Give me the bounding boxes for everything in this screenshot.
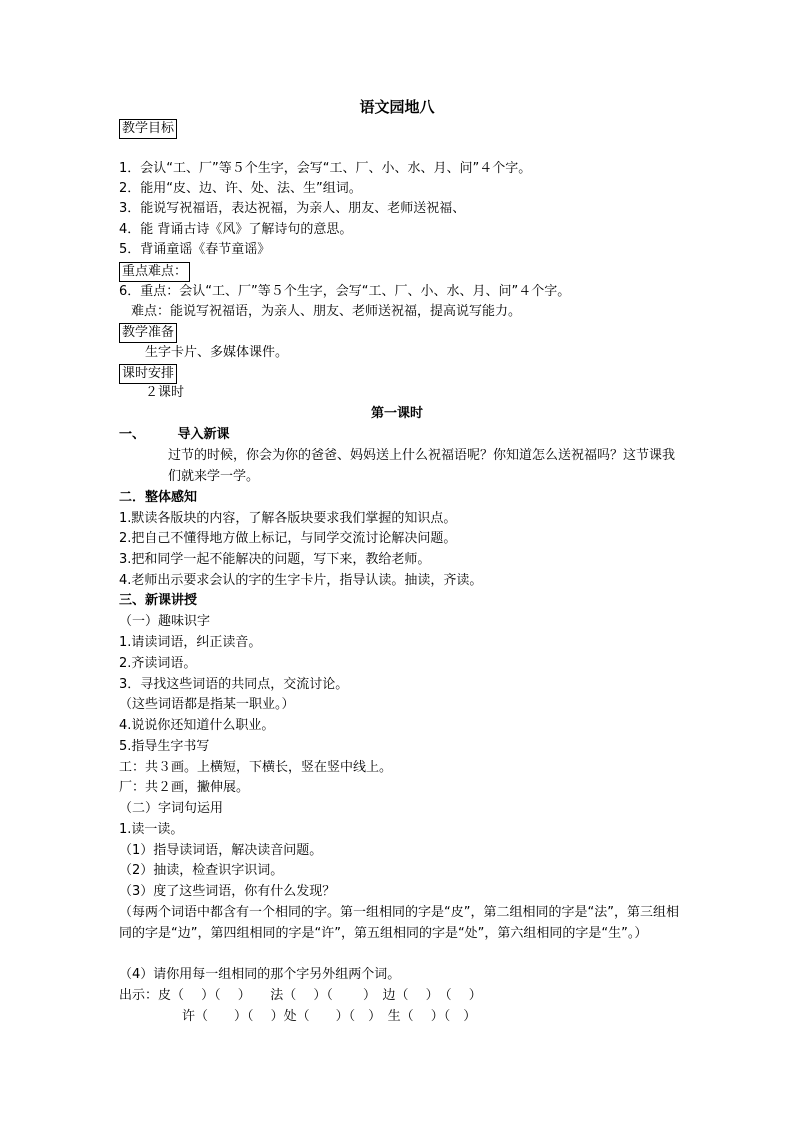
sub1-item-4: （这些词语都是指某一职业。）: [119, 697, 295, 712]
sub1-item-5: 4.说说你还知道什么职业。: [119, 718, 275, 733]
schedule-label-row: [119, 364, 177, 384]
prep-label-row: [119, 323, 177, 343]
schedule-line: ２课时: [145, 385, 185, 400]
goals-label: 教学目标: [119, 119, 177, 139]
part2-item-2: 2.把自己不懂得地方做上标记，与同学交流讨论解决问题。: [119, 531, 457, 546]
part2-item-4: 4.老师出示要求会认的字的生字卡片，指导认读。抽读，齐读。: [119, 573, 483, 588]
part2-item-3: 3.把和同学一起不能解决的问题，写下来，教给老师。: [119, 552, 431, 567]
sub1-item-3: 3．寻找这些词语的共同点，交流讨论。: [119, 677, 349, 692]
keypoint-line: 6．重点：会认“工、厂”等５个生字，会写“工、厂、小、水、月、问”４个字。: [119, 284, 571, 299]
part3-heading: 三、新课讲授: [119, 593, 198, 608]
sub2-item-2: （1）指导读词语，解决读音问题。: [119, 843, 323, 858]
part1-title: 导入新课: [177, 427, 230, 442]
sub1-heading: （一）趣味识字: [119, 614, 211, 629]
sub2-item-5: （4）请你用每一组相同的那个字另外组两个词。: [119, 967, 401, 982]
part2-heading: 二．整体感知: [119, 490, 198, 505]
part1-number: 一、: [119, 427, 146, 442]
sub2-heading: （二）字词句运用: [119, 801, 224, 816]
sub2-answer: （每两个词语中都含有一个相同的字。第一组相同的字是“皮”，第二组相同的字是“法”，第三组相同的字是“边”，第四组相同的字是“许”，第五组相同的字是“处”，第六组相同的字是“生”。）: [119, 905, 679, 941]
prep-label: 教学准备: [119, 323, 177, 343]
sub1-item-7: 工：共３画。上横短，下横长，竖在竖中线上。: [119, 760, 393, 775]
goal-1: 1．会认“工、厂”等５个生字，会写“工、厂、小、水、月、问”４个字。: [119, 161, 532, 176]
part1-heading: [119, 426, 230, 444]
difficulty-line: 难点：能说写祝福语，为亲人、朋友、老师送祝福，提高说写能力。: [131, 304, 522, 319]
sub2-item-1: 1.读一读。: [119, 822, 184, 837]
sub1-item-8: 厂：共２画，撇伸展。: [119, 780, 250, 795]
keypoints-label-row: [119, 262, 190, 282]
part1-text: 过节的时候，你会为你的爸爸、妈妈送上什么祝福语呢？你知道怎么送祝福吗？这节课我们就来学一学。: [168, 448, 676, 484]
sub1-item-2: 2.齐读词语。: [119, 656, 197, 671]
sub1-item-6: 5.指导生字书写: [119, 739, 210, 754]
goals-label-row: [119, 119, 177, 139]
page-title: 语文园地八: [359, 98, 435, 116]
sub2-item-4: （3）度了这些词语，你有什么发现？: [119, 884, 336, 899]
lesson-heading: 第一课时: [370, 406, 423, 421]
goal-5: 5．背诵童谣《春节童谣》: [119, 242, 271, 257]
goal-2: 2．能用“皮、边、许、处、法、生”组词。: [119, 181, 362, 196]
sub2-item-3: （2）抽读，检查识字识词。: [119, 863, 284, 878]
goal-3: 3．能说写祝福语，表达祝福，为亲人、朋友、老师送祝福、: [119, 201, 466, 216]
part2-item-1: 1.默读各版块的内容，了解各版块要求我们掌握的知识点。: [119, 511, 457, 526]
prep-line: 生字卡片、多媒体课件。: [145, 345, 289, 360]
exercise-line-1: 出示：皮（ ）（ ） 法（ ）（ ） 边（ ） （ ）: [119, 988, 482, 1003]
goal-4: 4．能 背诵古诗《风》了解诗句的意思。: [119, 222, 353, 237]
sub1-item-1: 1.请读词语，纠正读音。: [119, 635, 262, 650]
schedule-label: 课时安排: [119, 364, 177, 384]
keypoints-label: 重点难点：: [119, 262, 190, 282]
exercise-line-2: 许（ ）（ ）处（ ）（ ） 生（ ）（ ）: [182, 1009, 477, 1024]
